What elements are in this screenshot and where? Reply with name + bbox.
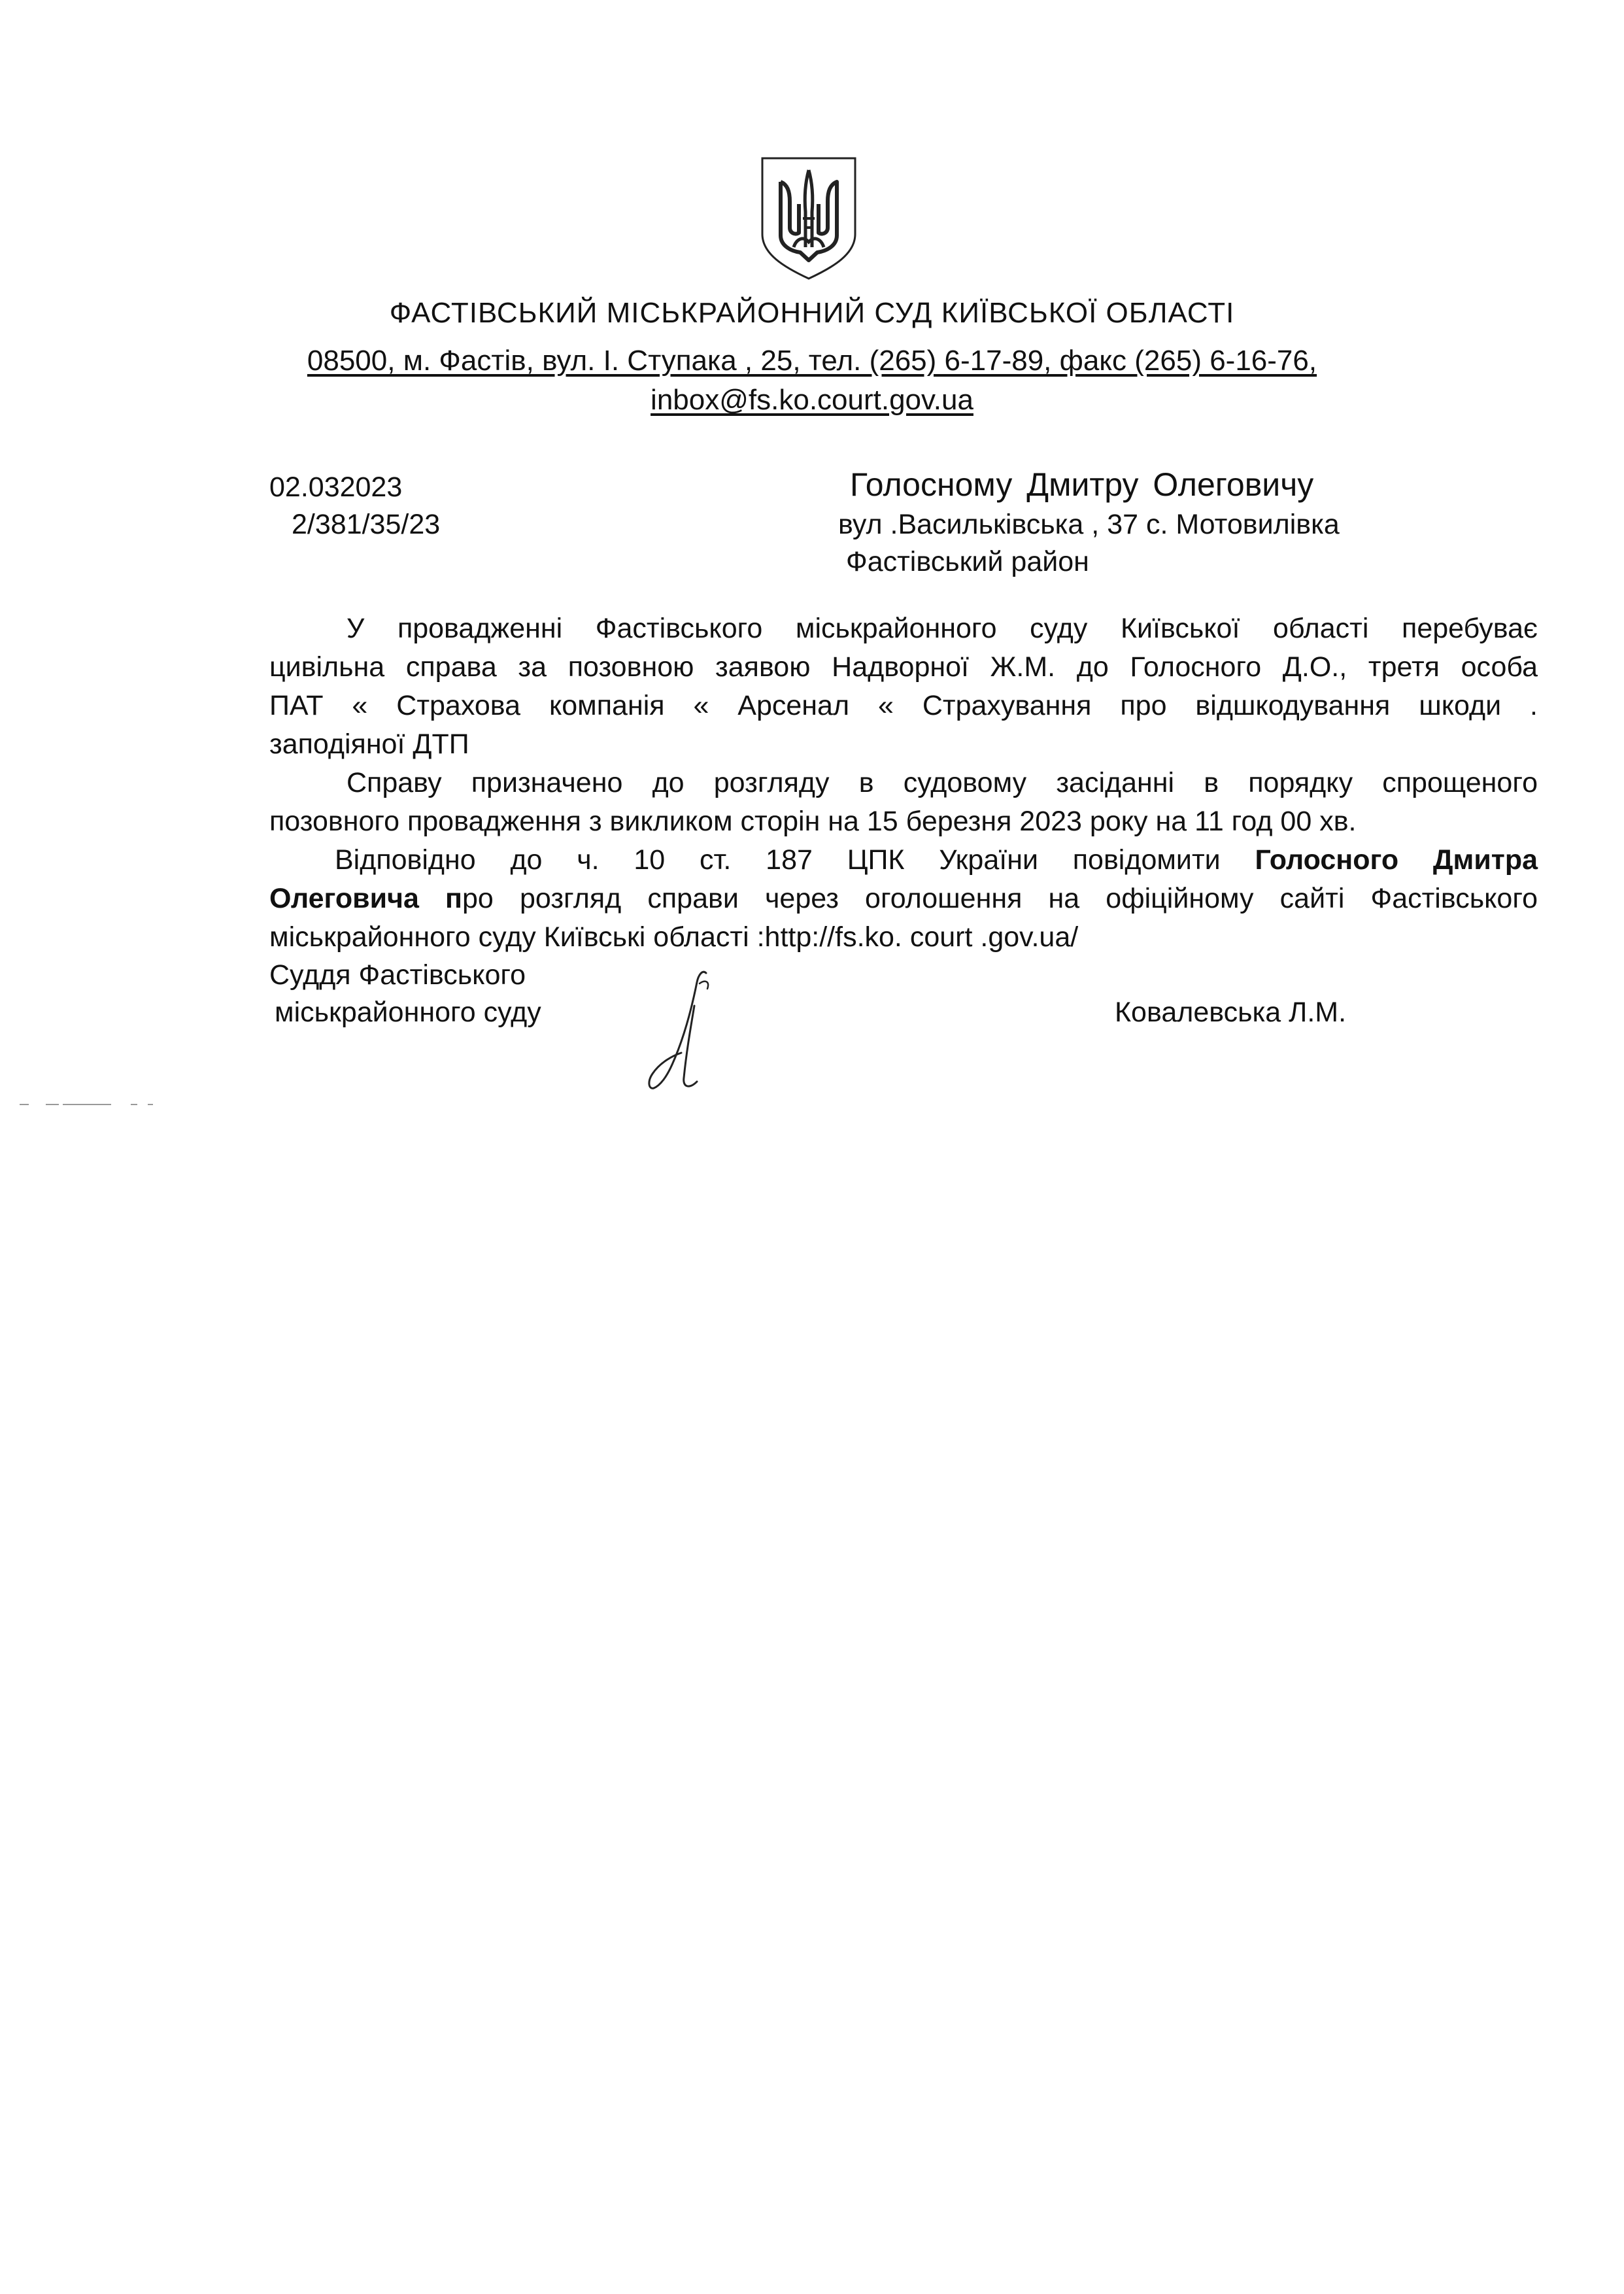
coat-of-arms-icon: [757, 156, 860, 281]
body-text: ро розгляд справи через оголошення на офіційному сайті Фастівського: [462, 883, 1538, 914]
body-line: Справу призначено до розгляду в судовому засіданні в порядку спрощеного: [347, 767, 1538, 798]
court-email-row: [0, 381, 1624, 419]
body-text: Відповідно до ч. 10 ст. 187 ЦПК України повідомити: [335, 844, 1255, 876]
reference-number: 2/381/35/23: [292, 509, 441, 540]
judge-title-line2: міськрайонного суду: [275, 997, 541, 1028]
court-email[interactable]: inbox@fs.ko.court.gov.ua: [651, 384, 973, 416]
body-line: міськрайонного суду Київські області :http://fs.ko. court .gov.ua/: [269, 921, 1079, 953]
body-line: [269, 841, 1538, 880]
body-bold-name: Голосного Дмитра: [1255, 844, 1538, 876]
recipient-address: вул .Васильківська , 37 с. Мотовилівка: [838, 509, 1340, 540]
court-address-row: [0, 342, 1624, 380]
letter-date: 02.032023: [269, 471, 403, 503]
recipient-district: Фастівський район: [846, 546, 1089, 577]
body-line: заподіяної ДТП: [269, 728, 469, 760]
body-line: [269, 880, 1538, 918]
judge-name: Ковалевська Л.М.: [1115, 997, 1347, 1028]
recipient-name: Голосному Дмитру Олеговичу: [850, 466, 1314, 503]
body-line: У провадженні Фастівського міськрайонного суду Київської області перебуває: [347, 613, 1538, 644]
body-bold-name: Олеговича п: [269, 883, 463, 914]
court-name: ФАСТІВСЬКИЙ МІСЬКРАЙОННИЙ СУД КИЇВСЬКОЇ ОБЛАСТІ: [389, 297, 1235, 329]
body-line: позовного провадження з викликом сторін на 15 березня 2023 року на 11 год 00 хв.: [269, 806, 1357, 837]
letter-body: [269, 609, 1538, 957]
handwritten-signature: [634, 967, 732, 1097]
judge-title-line1: Суддя Фастівського: [269, 959, 526, 991]
scan-artifact: [20, 1103, 157, 1106]
court-address: 08500, м. Фастів, вул. І. Ступака , 25, тел. (265) 6-17-89, факс (265) 6-16-76,: [307, 345, 1317, 377]
body-line: цивільна справа за позовною заявою Надворної Ж.М. до Голосного Д.О., третя особа: [269, 651, 1538, 683]
body-line: ПАТ « Страхова компанія « Арсенал « Страхування про відшкодування шкоди .: [269, 690, 1538, 721]
